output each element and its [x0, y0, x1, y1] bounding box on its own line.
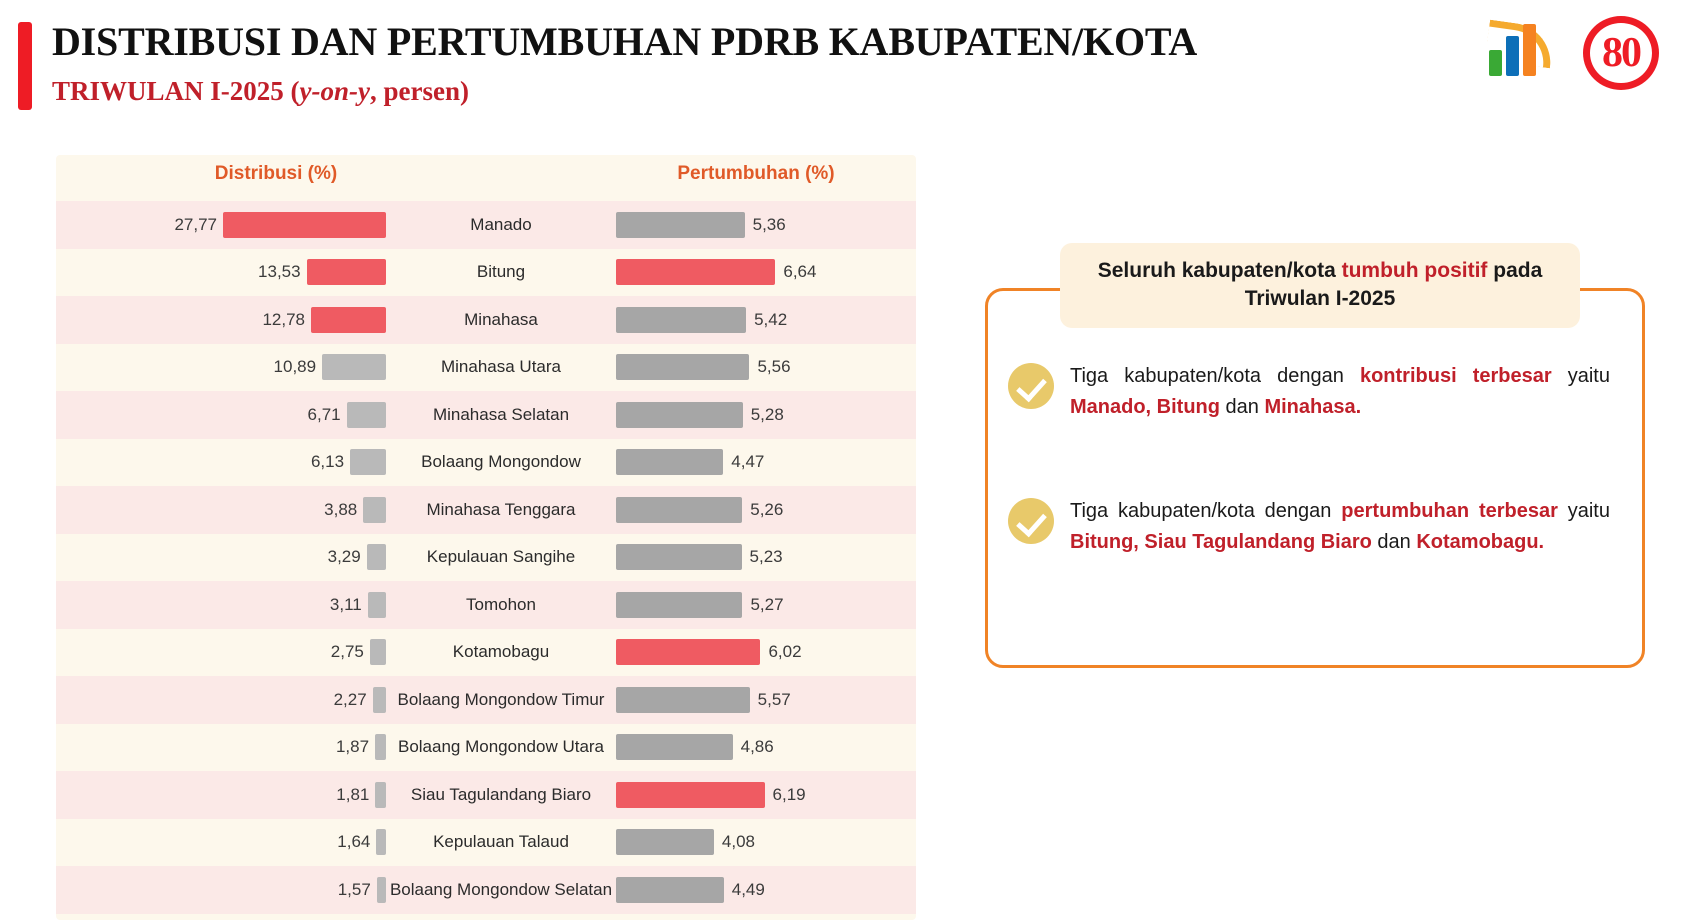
growth-bar — [616, 449, 723, 475]
distribution-cell — [56, 676, 386, 724]
table-row — [56, 771, 916, 819]
growth-bar — [616, 877, 724, 903]
growth-bar — [616, 259, 775, 285]
table-row — [56, 344, 916, 392]
growth-value: 4,86 — [740, 737, 774, 757]
growth-cell — [616, 486, 916, 534]
distribution-value: 27,77 — [174, 214, 217, 234]
growth-bar — [616, 734, 733, 760]
distribution-bar — [347, 402, 386, 428]
growth-cell — [616, 676, 916, 724]
growth-value: 6,02 — [768, 642, 802, 662]
growth-value: 5,26 — [750, 499, 784, 519]
distribution-bar — [375, 734, 386, 760]
region-name: Minahasa Utara — [440, 357, 561, 377]
growth-value: 5,28 — [750, 404, 784, 424]
list-item — [1008, 496, 1628, 558]
logo-bar-orange — [1523, 24, 1536, 76]
region-name: Minahasa — [464, 309, 538, 329]
region-name: Bolaang Mongondow Timur — [397, 689, 605, 709]
distribution-bar — [322, 354, 386, 380]
growth-cell — [616, 249, 916, 297]
growth-value: 5,23 — [749, 547, 783, 567]
distribution-cell — [56, 629, 386, 677]
growth-value: 4,47 — [731, 452, 765, 472]
distribution-bar — [370, 639, 386, 665]
growth-bar — [616, 639, 760, 665]
bullet-plain: Tiga kabupaten/kota dengan — [1070, 365, 1360, 387]
growth-cell — [616, 439, 916, 487]
distribution-bar — [377, 877, 386, 903]
growth-cell — [616, 819, 916, 867]
region-name: Tomohon — [466, 594, 536, 614]
region-name: Siau Tagulandang Biaro — [410, 784, 592, 804]
distribution-cell — [56, 534, 386, 582]
header — [0, 0, 1696, 130]
distribution-cell — [56, 866, 386, 914]
chart-panel — [56, 155, 916, 920]
growth-bar — [616, 782, 765, 808]
distribution-bar — [307, 259, 386, 285]
bps-logo-icon — [1487, 20, 1559, 86]
growth-bar — [616, 212, 745, 238]
bullet-highlight: Bitung, Siau Tagulandang Biaro — [1070, 531, 1372, 553]
table-row — [56, 724, 916, 772]
distribution-value: 2,75 — [330, 642, 364, 662]
distribution-bar — [376, 829, 386, 855]
bullet-plain: yaitu — [1557, 500, 1610, 522]
table-row — [56, 439, 916, 487]
bullet-plain: Tiga kabupaten/kota dengan — [1070, 500, 1342, 522]
distribution-value: 1,87 — [335, 737, 370, 757]
table-row — [56, 249, 916, 297]
growth-value: 5,57 — [757, 689, 791, 709]
callout-title-highlight: tumbuh positif — [1341, 259, 1488, 282]
table-row — [56, 629, 916, 677]
growth-value: 6,19 — [772, 784, 806, 804]
growth-value: 5,36 — [752, 214, 786, 234]
growth-value: 6,64 — [783, 262, 817, 282]
growth-cell — [616, 391, 916, 439]
logo-bar-green — [1489, 50, 1502, 76]
bullet-highlight: kontribusi terbesar — [1359, 365, 1552, 387]
growth-value: 5,27 — [750, 594, 784, 614]
region-name: Kotamobagu — [452, 642, 550, 662]
distribution-value: 1,57 — [337, 879, 371, 899]
distribution-value: 2,27 — [333, 689, 367, 709]
growth-bar — [616, 544, 742, 570]
growth-bar — [616, 687, 750, 713]
bullet-text — [1070, 361, 1610, 423]
distribution-cell — [56, 439, 386, 487]
distribution-value: 1,81 — [336, 784, 370, 804]
check-icon — [1008, 498, 1054, 544]
growth-bar — [616, 829, 714, 855]
table-row — [56, 391, 916, 439]
region-name: Bolaang Mongondow Selatan — [389, 879, 613, 899]
callout-title-post: pada Triwulan I-2025 — [1244, 259, 1543, 311]
growth-cell — [616, 581, 916, 629]
distribution-bar — [311, 307, 386, 333]
distribution-value: 10,89 — [273, 357, 317, 377]
page-title: DISTRIBUSI DAN PERTUMBUHAN PDRB KABUPATEN/KOTA — [52, 19, 1198, 64]
region-name: Minahasa Selatan — [432, 404, 570, 424]
distribution-value: 3,88 — [324, 499, 358, 519]
table-row — [56, 201, 916, 249]
distribution-cell — [56, 771, 386, 819]
bullet-plain: yaitu — [1551, 365, 1610, 387]
distribution-value: 3,11 — [329, 594, 362, 614]
distribution-bar — [363, 497, 386, 523]
region-name: Minahasa Tenggara — [426, 499, 576, 519]
growth-cell — [616, 201, 916, 249]
list-item — [1008, 361, 1628, 423]
bullet-highlight: Kotamobagu. — [1416, 531, 1545, 553]
subtitle-italic: y-on-y — [299, 76, 370, 106]
growth-bar — [616, 497, 742, 523]
table-row — [56, 819, 916, 867]
page-subtitle — [52, 76, 469, 107]
distribution-cell — [56, 486, 386, 534]
growth-cell — [616, 534, 916, 582]
logo-bar-blue — [1506, 36, 1519, 76]
column-header-distribution: Distribusi (%) — [214, 163, 338, 184]
callout-title-pre: Seluruh kabupaten/kota — [1097, 259, 1342, 282]
table-row — [56, 534, 916, 582]
region-name: Bitung — [476, 262, 526, 282]
growth-cell — [616, 866, 916, 914]
distribution-value: 3,29 — [327, 547, 361, 567]
growth-bar — [616, 592, 742, 618]
growth-bar — [616, 402, 743, 428]
bullet-text — [1070, 496, 1610, 558]
growth-value: 5,56 — [757, 357, 791, 377]
bullet-plain: dan — [1371, 531, 1417, 553]
distribution-cell — [56, 249, 386, 297]
distribution-value: 1,64 — [337, 832, 371, 852]
growth-cell — [616, 296, 916, 344]
growth-bar — [616, 307, 746, 333]
distribution-cell — [56, 819, 386, 867]
distribution-value: 6,71 — [307, 404, 341, 424]
bullet-highlight: Minahasa. — [1264, 396, 1362, 418]
growth-cell — [616, 771, 916, 819]
distribution-cell — [56, 296, 386, 344]
distribution-cell — [56, 344, 386, 392]
distribution-bar — [368, 592, 386, 618]
distribution-bar — [350, 449, 386, 475]
growth-cell — [616, 629, 916, 677]
distribution-bar — [223, 212, 386, 238]
growth-bar — [616, 354, 749, 380]
bullet-highlight: pertumbuhan terbesar — [1341, 500, 1558, 522]
growth-value: 4,49 — [731, 879, 765, 899]
table-row — [56, 866, 916, 914]
chart-rows — [56, 201, 916, 914]
anniversary-number: 80 — [1602, 30, 1640, 76]
subtitle-post: , persen) — [369, 76, 469, 106]
bullet-highlight: Manado, Bitung — [1070, 396, 1220, 418]
distribution-bar — [375, 782, 386, 808]
accent-bar — [18, 22, 32, 110]
table-row — [56, 676, 916, 724]
distribution-bar — [367, 544, 386, 570]
check-icon — [1008, 363, 1054, 409]
growth-value: 5,42 — [754, 309, 788, 329]
distribution-bar — [373, 687, 386, 713]
distribution-cell — [56, 724, 386, 772]
distribution-cell — [56, 391, 386, 439]
region-name: Bolaang Mongondow Utara — [397, 737, 605, 757]
table-row — [56, 486, 916, 534]
callout-box — [985, 288, 1645, 668]
distribution-value: 12,78 — [262, 309, 305, 329]
region-name: Bolaang Mongondow — [421, 452, 581, 472]
growth-cell — [616, 344, 916, 392]
distribution-value: 6,13 — [310, 452, 345, 472]
anniversary-badge-icon — [1583, 16, 1659, 90]
table-row — [56, 296, 916, 344]
callout-title — [1060, 243, 1580, 328]
distribution-value: 13,53 — [258, 262, 301, 282]
subtitle-pre: TRIWULAN I-2025 ( — [52, 76, 300, 106]
growth-value: 4,08 — [721, 832, 755, 852]
column-header-growth: Pertumbuhan (%) — [677, 163, 835, 184]
region-name: Kepulauan Talaud — [433, 832, 569, 852]
distribution-cell — [56, 581, 386, 629]
distribution-cell — [56, 201, 386, 249]
table-row — [56, 581, 916, 629]
region-name: Kepulauan Sangihe — [426, 547, 576, 567]
region-name: Manado — [470, 214, 532, 234]
bullet-plain: dan — [1219, 396, 1265, 418]
growth-cell — [616, 724, 916, 772]
